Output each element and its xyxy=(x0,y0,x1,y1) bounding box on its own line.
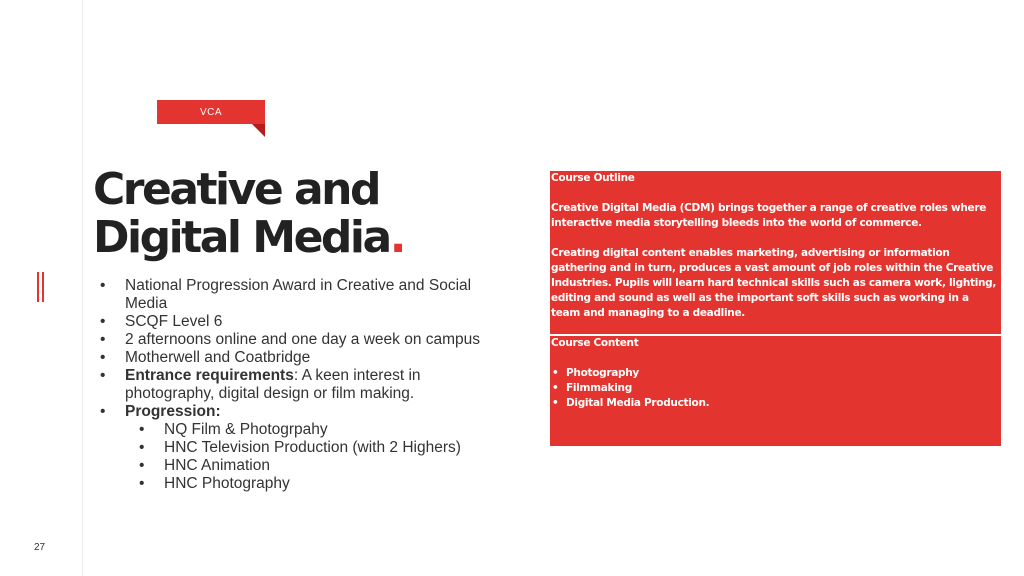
course-content-panel xyxy=(550,336,1001,446)
progression-item: • NQ Film & Photogrpahy xyxy=(125,421,500,439)
list-item: • Motherwell and Coatbridge xyxy=(100,349,500,367)
course-content-list xyxy=(551,366,997,411)
list-item: • SCQF Level 6 xyxy=(100,313,500,331)
progression-item: • HNC Photography xyxy=(125,475,500,493)
progression-item: • HNC Animation xyxy=(125,457,500,475)
course-details-list xyxy=(100,277,500,493)
tag-fold-decoration xyxy=(252,124,265,137)
course-content-item: • Filmmaking xyxy=(551,381,997,396)
progression-list xyxy=(125,421,500,493)
left-divider xyxy=(82,0,83,576)
page-number: 27 xyxy=(34,542,46,553)
course-outline-para-2: Creating digital content enables marketing, advertising or information gathering and in turn, produces a vast amount of job roles within the Creative Industries. Pupils will learn hard technical skills such as camera work, lighting, editing and sound as well as the important soft skills such as working in a team and managing to a deadline. xyxy=(551,247,997,319)
progression-item: • HNC Television Production (with 2 Highers) xyxy=(125,439,500,457)
course-outline-para-1: Creative Digital Media (CDM) brings together a range of creative roles where interactive media storytelling bleeds into the world of commerce. xyxy=(551,202,987,229)
course-outline-heading: Course Outline xyxy=(551,172,635,184)
list-item-progression xyxy=(100,403,500,493)
list-item-entrance xyxy=(100,367,500,403)
entrance-label: Entrance requirements xyxy=(125,367,294,384)
accent-bars-icon xyxy=(37,272,45,302)
list-item: • National Progression Award in Creative and Social Media xyxy=(100,277,500,313)
course-content-heading: Course Content xyxy=(551,337,639,349)
course-outline-panel xyxy=(550,171,1001,334)
course-content-item: • Photography xyxy=(551,366,997,381)
title-dot: . xyxy=(389,212,404,263)
entrance-text: : A keen interest in photography, digital design or film making. xyxy=(125,367,421,402)
title-line-2: Digital Media xyxy=(93,212,390,263)
vca-tag: VCA xyxy=(157,100,265,124)
page-title xyxy=(93,166,493,262)
progression-label: Progression: xyxy=(125,403,221,420)
list-item: • 2 afternoons online and one day a week on campus xyxy=(100,331,500,349)
course-content-item: • Digital Media Production. xyxy=(551,396,997,411)
title-line-1: Creative and xyxy=(93,164,379,215)
